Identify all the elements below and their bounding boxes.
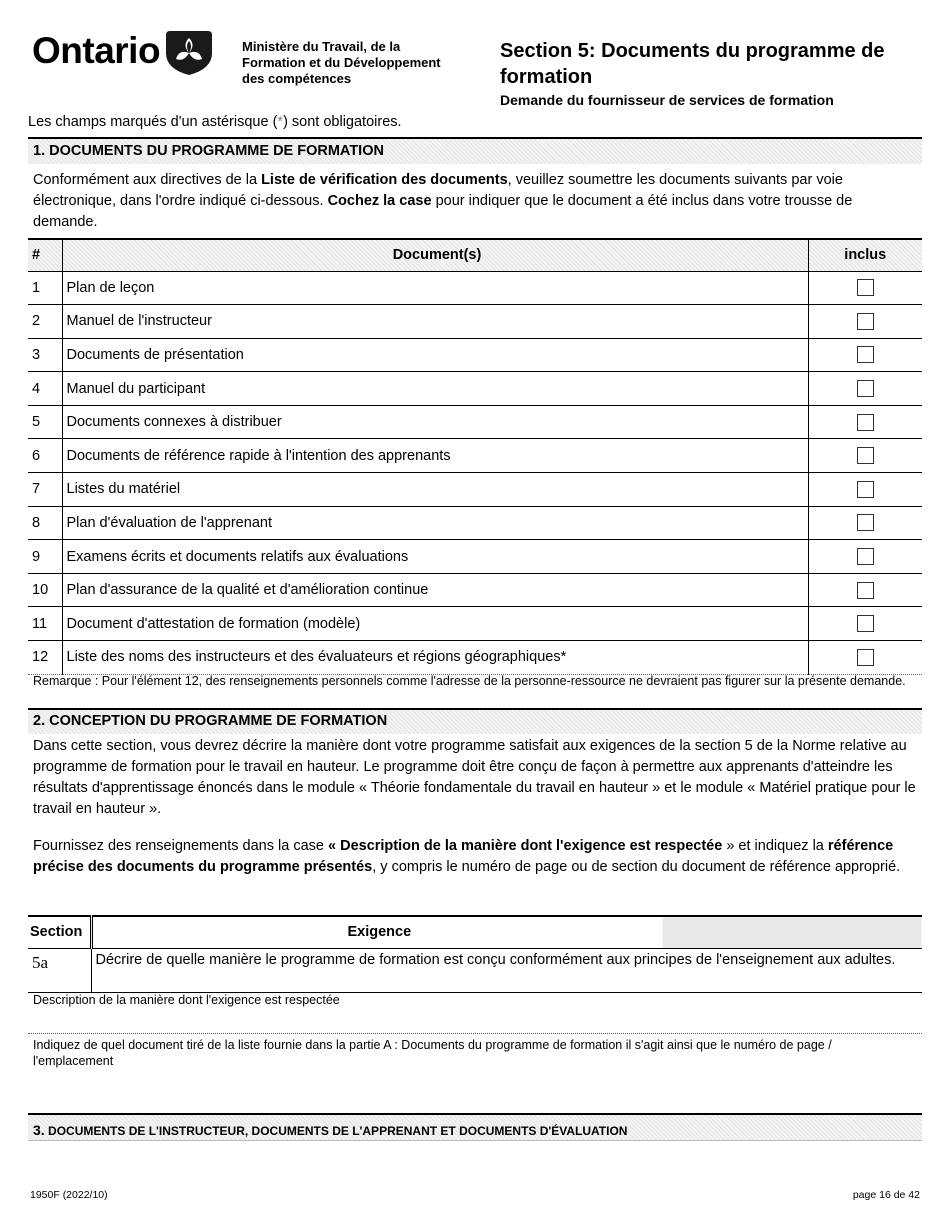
table-row xyxy=(28,338,922,372)
requirement-text: Décrire de quelle manière le programme de formation est conçu conformément aux principes de l'enseignement aux adultes. xyxy=(91,948,922,992)
table-row xyxy=(28,473,922,507)
included-checkbox[interactable] xyxy=(857,313,874,330)
document-name: Document d'attestation de formation (modèle) xyxy=(62,607,808,641)
col-header-document: Document(s) xyxy=(62,239,808,271)
table-row xyxy=(28,948,922,992)
included-checkbox[interactable] xyxy=(857,447,874,464)
included-checkbox[interactable] xyxy=(857,514,874,531)
included-checkbox[interactable] xyxy=(857,649,874,666)
included-checkbox[interactable] xyxy=(857,615,874,632)
requirement-table-header xyxy=(28,916,922,948)
table-row xyxy=(28,439,922,473)
document-name: Plan de leçon xyxy=(62,271,808,305)
table-row xyxy=(28,372,922,406)
included-checkbox[interactable] xyxy=(857,380,874,397)
ministry-name: Ministère du Travail, de la Formation et du Développement des compétences xyxy=(242,39,441,86)
row-number: 8 xyxy=(28,506,62,540)
row-number: 4 xyxy=(28,372,62,406)
table-row xyxy=(28,405,922,439)
section-2-heading: 2. CONCEPTION DU PROGRAMME DE FORMATION xyxy=(28,708,922,734)
section-3-heading: 3. DOCUMENTS DE L'INSTRUCTEUR, DOCUMENTS DE L'APPRENANT ET DOCUMENTS D'ÉVALUATION xyxy=(28,1113,922,1141)
table-row xyxy=(28,641,922,675)
row-number: 10 xyxy=(28,573,62,607)
row-number: 12 xyxy=(28,641,62,675)
documents-table xyxy=(28,238,922,675)
col-header-number: # xyxy=(28,239,62,271)
document-name: Manuel de l'instructeur xyxy=(62,305,808,339)
row-number: 1 xyxy=(28,271,62,305)
requirement-table xyxy=(28,915,922,993)
document-name: Documents connexes à distribuer xyxy=(62,405,808,439)
row-number: 11 xyxy=(28,607,62,641)
table-row xyxy=(28,305,922,339)
included-checkbox[interactable] xyxy=(857,414,874,431)
row-number: 2 xyxy=(28,305,62,339)
page-header xyxy=(0,0,950,115)
document-name: Manuel du participant xyxy=(62,372,808,406)
document-reference-field-label: Indiquez de quel document tiré de la liste fournie dans la partie A : Documents du programme de formation il s'agit ainsi que le numéro de page / l'emplacement xyxy=(33,1038,832,1068)
page-number: page 16 de 42 xyxy=(852,1189,920,1201)
table-row xyxy=(28,607,922,641)
section-2-description: Dans cette section, vous devrez décrire la manière dont votre programme satisfait aux exigences de la section 5 de la Norme relative au programme de formation pour le travail en hauteur. Le programme doit être conçu de façon à permettre aux apprenants d'atteindre les résultats d'apprentissage énoncés dans le module « Théorie fondamentale du travail en hauteur » et le module « Matériel pratique pour le travail en hauteur ». xyxy=(33,738,916,817)
page-subtitle: Demande du fournisseur de services de formation xyxy=(500,92,834,108)
asterisk-symbol: * xyxy=(277,114,284,130)
document-name: Examens écrits et documents relatifs aux évaluations xyxy=(62,540,808,574)
row-number: 6 xyxy=(28,439,62,473)
table-row xyxy=(28,540,922,574)
table-row xyxy=(28,271,922,305)
document-name: Plan d'assurance de la qualité et d'amélioration continue xyxy=(62,573,808,607)
document-name: Liste des noms des instructeurs et des évaluateurs et régions géographiques* xyxy=(62,641,808,675)
document-name: Plan d'évaluation de l'apprenant xyxy=(62,506,808,540)
document-name: Documents de présentation xyxy=(62,338,808,372)
required-fields-note: Les champs marqués d'un astérisque (*) sont obligatoires. xyxy=(28,114,402,130)
row-number: 3 xyxy=(28,338,62,372)
documents-table-header xyxy=(28,239,922,271)
section-1-intro: Conformément aux directives de la Liste de vérification des documents, veuillez soumettre les documents suivants par voie électronique, dans l'ordre indiqué ci-dessous. Cochez la case pour indiquer que le document a été inclus dans votre trousse de demande. xyxy=(33,172,853,230)
table-row xyxy=(28,506,922,540)
description-field-label: Description de la manière dont l'exigence est respectée xyxy=(33,993,340,1007)
col-header-requirement: Exigence xyxy=(91,916,922,948)
description-field-divider xyxy=(28,1033,922,1034)
document-name: Documents de référence rapide à l'intention des apprenants xyxy=(62,439,808,473)
included-checkbox[interactable] xyxy=(857,279,874,296)
page-title: Section 5: Documents du programme de formation xyxy=(500,40,885,88)
row-number: 9 xyxy=(28,540,62,574)
ontario-trillium-logo xyxy=(164,27,214,77)
col-header-section: Section xyxy=(28,916,91,948)
row-number: 7 xyxy=(28,473,62,507)
remark-note: Remarque : Pour l'élément 12, des renseignements personnels comme l'adresse de la personne-ressource ne devraient pas figurer sur la présente demande. xyxy=(33,674,906,688)
included-checkbox[interactable] xyxy=(857,481,874,498)
included-checkbox[interactable] xyxy=(857,346,874,363)
document-name: Listes du matériel xyxy=(62,473,808,507)
ontario-logo-text: Ontario xyxy=(32,30,161,71)
included-checkbox[interactable] xyxy=(857,582,874,599)
included-checkbox[interactable] xyxy=(857,548,874,565)
col-header-included: inclus xyxy=(808,239,922,271)
form-id: 1950F (2022/10) xyxy=(30,1189,108,1201)
row-number: 5 xyxy=(28,405,62,439)
section-number: 5a xyxy=(28,948,91,992)
table-row xyxy=(28,573,922,607)
section-1-heading: 1. DOCUMENTS DU PROGRAMME DE FORMATION xyxy=(28,137,922,164)
section-2-instructions: Fournissez des renseignements dans la case « Description de la manière dont l'exigence est respectée » et indiquez la référence précise des documents du programme présentés, y compris le numéro de page ou de section du document de référence approprié. xyxy=(33,838,901,875)
